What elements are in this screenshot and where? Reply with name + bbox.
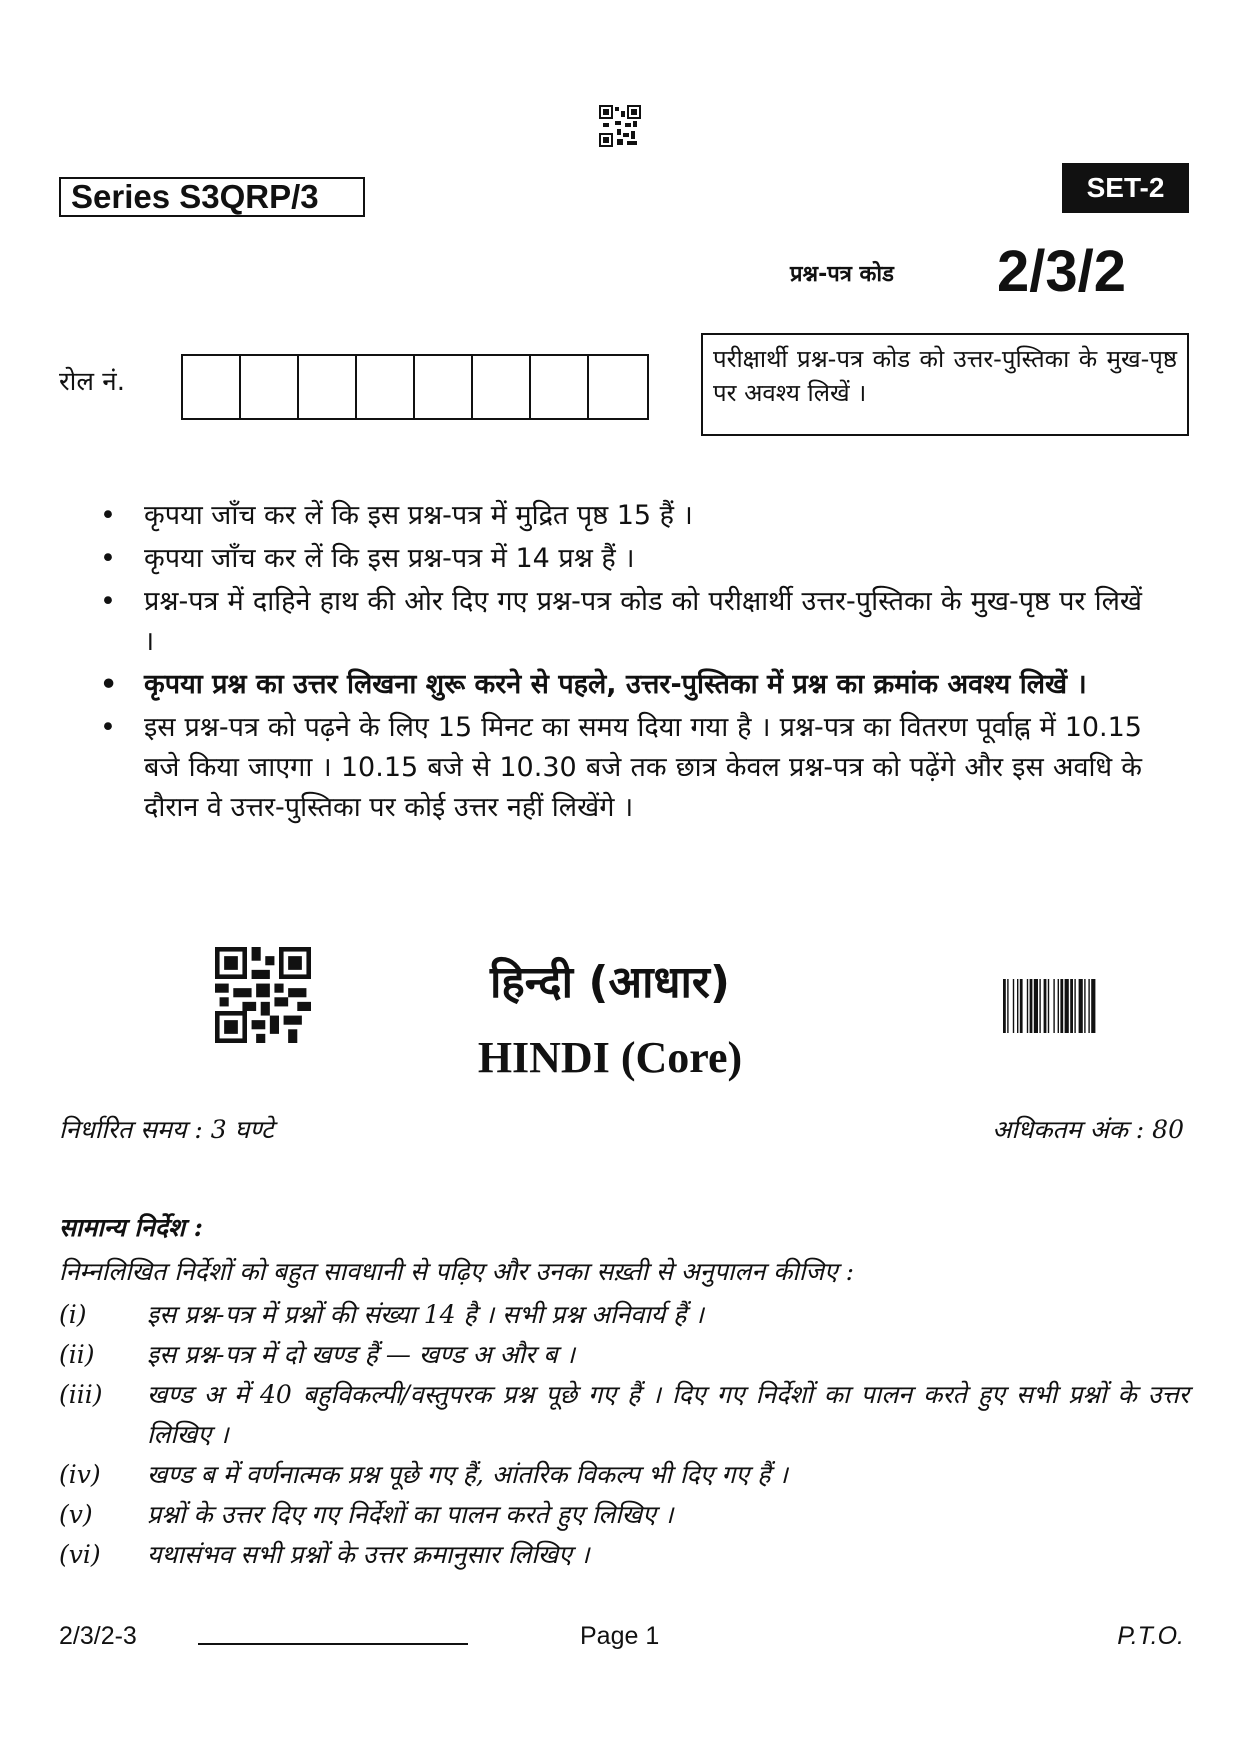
- code-instruction-note: परीक्षार्थी प्रश्न-पत्र कोड को उत्तर-पुस्तिका के मुख-पृष्ठ पर अवश्य लिखें ।: [701, 333, 1189, 436]
- instruction-text: खण्ड अ में 40 बहुविकल्पी/वस्तुपरक प्रश्न पूछे गए हैं । दिए गए निर्देशों का पालन करते हुए सभी प्रश्नों के उत्तर लिखिए ।: [147, 1380, 1189, 1449]
- instruction-item: [59, 1535, 1189, 1575]
- roll-number-box[interactable]: [589, 356, 647, 418]
- instruction-number: (v): [59, 1500, 93, 1529]
- instruction-text: इस प्रश्न-पत्र में दो खण्ड हैं — खण्ड अ और ब ।: [147, 1340, 575, 1369]
- check-item: • कृपया प्रश्न का उत्तर लिखना शुरू करने से पहले, उत्तर-पुस्तिका में प्रश्न का क्रमांक अवश्य लिखें ।: [100, 665, 1142, 705]
- instruction-number: (vi): [59, 1540, 101, 1569]
- instruction-item: [59, 1375, 1189, 1455]
- instruction-item: [59, 1335, 1189, 1375]
- instruction-item: [59, 1495, 1189, 1535]
- footer-divider: [198, 1643, 468, 1645]
- check-item: • कृपया जाँच कर लें कि इस प्रश्न-पत्र में मुद्रित पृष्ठ 15 हैं ।: [100, 496, 1142, 536]
- roll-number-box[interactable]: [357, 356, 415, 418]
- roll-number-box[interactable]: [473, 356, 531, 418]
- instruction-number: (i): [59, 1300, 87, 1329]
- instruction-number: (ii): [59, 1340, 95, 1369]
- instruction-text: खण्ड ब में वर्णनात्मक प्रश्न पूछे गए हैं, आंतरिक विकल्प भी दिए गए हैं ।: [147, 1460, 788, 1489]
- roll-number-boxes: [181, 354, 649, 420]
- time-allowed: निर्धारित समय : 3 घण्टे: [59, 1115, 274, 1144]
- instructions-list: [59, 1295, 1189, 1575]
- qr-code-icon: [215, 947, 311, 1043]
- maximum-marks: अधिकतम अंक : 80: [992, 1115, 1184, 1144]
- qr-code-top-icon: [599, 105, 641, 147]
- instructions-intro: निम्नलिखित निर्देशों को बहुत सावधानी से पढ़िए और उनका सख़्ती से अनुपालन कीजिए :: [59, 1257, 855, 1286]
- instruction-number: (iii): [59, 1380, 103, 1409]
- check-list: [100, 496, 1142, 831]
- set-badge: SET-2: [1062, 163, 1189, 213]
- page-number: Page 1: [580, 1622, 660, 1650]
- roll-number-box[interactable]: [415, 356, 473, 418]
- instruction-number: (iv): [59, 1460, 101, 1489]
- instructions-heading: सामान्य निर्देश :: [59, 1213, 203, 1242]
- instruction-text: यथासंभव सभी प्रश्नों के उत्तर क्रमानुसार लिखिए ।: [147, 1540, 590, 1569]
- instruction-item: [59, 1295, 1189, 1335]
- instruction-text: इस प्रश्न-पत्र में प्रश्नों की संख्या 14 है । सभी प्रश्न अनिवार्य हैं ।: [147, 1300, 704, 1329]
- roll-number-label: रोल नं.: [59, 367, 125, 397]
- check-item: • इस प्रश्न-पत्र को पढ़ने के लिए 15 मिनट का समय दिया गया है । प्रश्न-पत्र का वितरण पूर्वाह्न में 10.15 बजे किया जाएगा । 10.15 बजे से 10.30 बजे तक छात्र केवल प्रश्न-पत्र को पढ़ेंगे और इस अवधि के दौरान वे उत्तर-पुस्तिका पर कोई उत्तर नहीं लिखेंगे ।: [100, 708, 1142, 828]
- footer-paper-code: 2/3/2-3: [59, 1622, 137, 1650]
- paper-code-label: प्रश्न-पत्र कोड: [790, 262, 894, 287]
- check-item: • प्रश्न-पत्र में दाहिने हाथ की ओर दिए गए प्रश्न-पत्र कोड को परीक्षार्थी उत्तर-पुस्तिका के मुख-पृष्ठ पर लिखें ।: [100, 582, 1142, 662]
- instruction-text: प्रश्नों के उत्तर दिए गए निर्देशों का पालन करते हुए लिखिए ।: [147, 1500, 674, 1529]
- check-item: • कृपया जाँच कर लें कि इस प्रश्न-पत्र में 14 प्रश्न हैं ।: [100, 539, 1142, 579]
- roll-number-box[interactable]: [183, 356, 241, 418]
- subject-title-hindi: हिन्दी (आधार): [489, 957, 731, 1008]
- subject-title-english: HINDI (Core): [477, 1033, 743, 1082]
- barcode-icon: [1003, 979, 1183, 1033]
- roll-number-box[interactable]: [299, 356, 357, 418]
- paper-code: 2/3/2: [997, 239, 1126, 304]
- roll-number-box[interactable]: [241, 356, 299, 418]
- roll-number-box[interactable]: [531, 356, 589, 418]
- please-turn-over: P.T.O.: [1117, 1622, 1184, 1650]
- instruction-item: [59, 1455, 1189, 1495]
- series-label: Series S3QRP/3: [59, 177, 365, 217]
